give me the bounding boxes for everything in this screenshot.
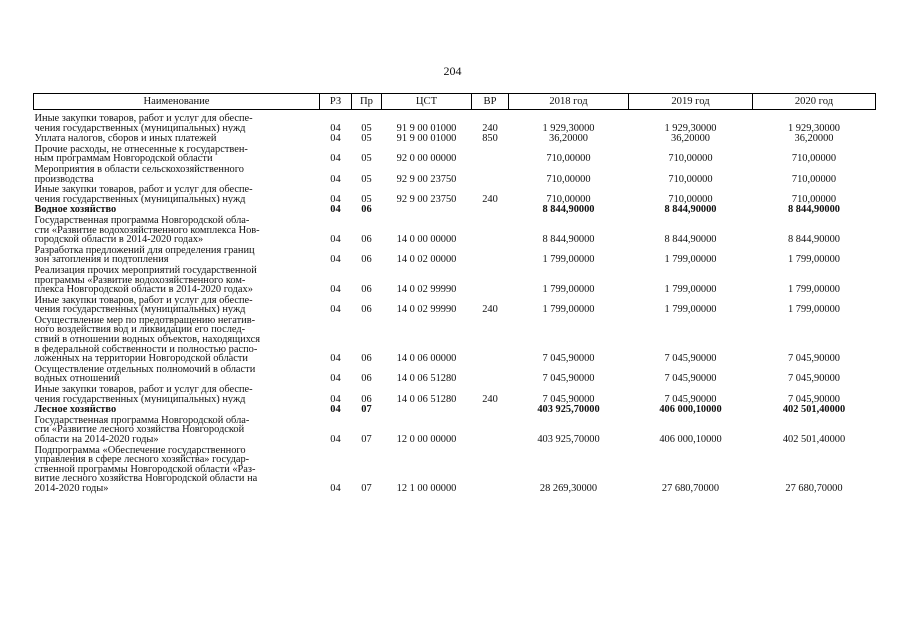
table-row [34, 215, 876, 245]
cell-y2019: 710,00000 [668, 153, 713, 164]
cell-y2019: 1 799,00000 [664, 254, 717, 265]
cell-y2020: 8 844,90000 [788, 234, 840, 245]
cell-cst: 14 0 02 99990 [396, 304, 457, 315]
cell-vr [472, 445, 509, 494]
cell-vr [472, 364, 509, 384]
cell-name: Осуществление отдельных полномочий в области водных отношений [34, 363, 256, 385]
header-name: Наименование [34, 94, 320, 110]
cell-y2020: 1 929,30000 [788, 122, 840, 134]
cell-pr: 05 [361, 173, 372, 185]
table-row [34, 445, 876, 494]
cell-vr: 850 [482, 133, 498, 144]
cell-y2018: 1 799,00000 [542, 254, 595, 265]
table-row [34, 184, 876, 204]
cell-vr [472, 204, 509, 215]
cell-y2019: 27 680,70000 [661, 482, 720, 494]
cell-name: Разработка предложений для определения границ зон затопления и подтопления [34, 244, 255, 265]
cell-vr: 240 [482, 304, 498, 315]
cell-pr: 05 [361, 153, 372, 164]
cell-cst: 91 9 00 01000 [396, 133, 457, 144]
budget-table [33, 93, 876, 494]
cell-pr: 06 [361, 254, 372, 265]
cell-vr [472, 265, 509, 295]
cell-y2018: 1 799,00000 [542, 284, 595, 295]
table-row [34, 204, 876, 215]
header-rz: РЗ [320, 94, 352, 110]
cell-name: Подпрограмма «Обеспечение государственного управления в сфере лесного хозяйства» государ- ственной программы Новгородской области «Раз- витие лесного хозяйства Новгородской области на 2014-2020 годы» [34, 444, 258, 494]
cell-y2019: 7 045,90000 [664, 393, 717, 405]
table-row [34, 245, 876, 265]
cell-pr: 05 [361, 193, 372, 205]
cell-y2020: 710,00000 [791, 173, 837, 185]
cell-rz: 04 [330, 304, 341, 315]
cell-vr [472, 245, 509, 265]
cell-name: Мероприятия в области сельскохозяйственного производства [34, 163, 244, 185]
table-row [34, 315, 876, 364]
cell-y2020: 1 799,00000 [788, 304, 840, 315]
cell-pr: 06 [361, 304, 372, 315]
cell-name: Иные закупки товаров, работ и услуг для обеспе- чения государственных (муниципальных) нужд [34, 294, 253, 315]
cell-y2020: 27 680,70000 [785, 482, 843, 494]
cell-pr: 05 [361, 122, 372, 134]
cell-vr [472, 164, 509, 184]
cell-cst: 14 0 06 51280 [396, 373, 457, 385]
cell-name: Иные закупки товаров, работ и услуг для обеспе- чения государственных (муниципальных) нужд [34, 113, 253, 134]
cell-cst: 14 0 00 00000 [396, 234, 457, 245]
cell-y2018: 8 844,90000 [542, 234, 595, 245]
cell-y2019: 1 799,00000 [664, 284, 717, 295]
cell-y2020: 7 045,90000 [788, 393, 840, 405]
cell-name: Уплата налогов, сборов и иных платежей [34, 133, 217, 144]
header-vr: ВР [472, 94, 509, 110]
table-row [34, 133, 876, 144]
cell-y2018: 1 799,00000 [542, 304, 595, 315]
cell-cst: 92 9 00 23750 [396, 173, 457, 185]
cell-y2019: 36,20000 [671, 133, 710, 144]
cell-rz: 04 [330, 434, 341, 445]
cell-pr: 06 [361, 373, 372, 385]
cell-y2018: 710,00000 [546, 153, 591, 164]
table-row [34, 404, 876, 415]
cell-y2020: 710,00000 [791, 153, 837, 164]
cell-name: Государственная программа Новгородской обла- сти «Развитие лесного хозяйства Новгородской области на 2014-2020 годы» [34, 414, 250, 445]
cell-y2018: 7 045,90000 [542, 353, 595, 364]
cell-y2018: 7 045,90000 [542, 373, 595, 385]
cell-y2018: 710,00000 [546, 193, 591, 205]
cell-name: Реализация прочих мероприятий государственной программы «Развитие водохозяйственного ком- плекса Новгородской области в 2014-2020 годах» [34, 264, 257, 295]
cell-cst: 91 9 00 01000 [396, 122, 457, 134]
cell-rz: 04 [330, 122, 341, 134]
cell-y2020: 7 045,90000 [788, 353, 840, 364]
cell-y2020: 710,00000 [791, 193, 837, 205]
cell-y2020: 8 844,90000 [788, 204, 840, 215]
cell-y2020: 7 045,90000 [788, 373, 840, 385]
cell-y2018: 403 925,70000 [537, 404, 600, 415]
cell-rz: 04 [330, 284, 341, 295]
header-2020: 2020 год [753, 94, 876, 110]
cell-y2019: 406 000,10000 [659, 404, 722, 415]
cell-vr: 240 [482, 393, 498, 405]
cell-y2018: 8 844,90000 [542, 204, 595, 215]
cell-y2020: 402 501,40000 [782, 404, 846, 415]
cell-vr [472, 215, 509, 245]
table-row [34, 364, 876, 384]
cell-y2019: 710,00000 [668, 193, 713, 205]
cell-rz: 04 [330, 393, 341, 405]
cell-rz: 04 [330, 482, 341, 494]
cell-name: Государственная программа Новгородской обла- сти «Развитие водохозяйственного комплекса Нов- городской области в 2014-2020 годах» [34, 214, 260, 245]
cell-rz: 04 [330, 353, 341, 364]
cell-vr [472, 415, 509, 445]
cell-vr [472, 404, 509, 415]
cell-cst: 12 1 00 00000 [396, 482, 457, 494]
cell-cst [382, 404, 472, 415]
cell-name: Иные закупки товаров, работ и услуг для обеспе- чения государственных (муниципальных) нужд [34, 384, 253, 405]
cell-rz: 04 [330, 373, 341, 385]
cell-rz: 04 [330, 173, 341, 185]
cell-rz: 04 [330, 254, 341, 265]
cell-pr: 07 [361, 434, 372, 445]
cell-cst: 92 0 00 00000 [396, 153, 457, 164]
cell-y2019: 406 000,10000 [659, 434, 722, 445]
cell-cst: 12 0 00 00000 [396, 434, 457, 445]
cell-cst: 14 0 02 00000 [396, 254, 457, 265]
cell-vr: 240 [482, 122, 498, 134]
cell-rz: 04 [330, 153, 341, 164]
table-row [34, 415, 876, 445]
cell-pr: 06 [361, 353, 372, 364]
cell-rz: 04 [330, 404, 341, 415]
cell-rz: 04 [330, 193, 341, 205]
cell-vr [472, 144, 509, 164]
cell-cst: 14 0 02 99990 [396, 284, 457, 295]
cell-name: Осуществление мер по предотвращению негатив- ного воздействия вод и ликвидации его послед- ствий в отношении водных объектов, находящихся в федеральной собственности и полностью распо- ложенных на территории Новгородской области [34, 314, 260, 364]
table-header-row [34, 94, 876, 110]
page-number: 204 [443, 64, 462, 78]
table-body [34, 110, 876, 494]
header-cst: ЦСТ [382, 94, 472, 110]
cell-y2020: 402 501,40000 [782, 434, 846, 445]
cell-y2019: 8 844,90000 [664, 234, 717, 245]
cell-rz: 04 [330, 133, 341, 144]
cell-pr: 07 [361, 482, 372, 494]
cell-rz: 04 [330, 234, 341, 245]
cell-rz: 04 [330, 204, 341, 215]
cell-y2018: 28 269,30000 [539, 482, 598, 494]
cell-y2019: 8 844,90000 [664, 204, 717, 215]
cell-y2019: 7 045,90000 [664, 353, 717, 364]
cell-cst [382, 204, 472, 215]
header-pr: Пр [352, 94, 382, 110]
table-row [34, 164, 876, 184]
cell-vr [472, 315, 509, 364]
cell-y2019: 1 929,30000 [664, 122, 717, 134]
cell-pr: 06 [361, 234, 372, 245]
cell-pr: 06 [361, 284, 372, 295]
cell-y2018: 1 929,30000 [542, 122, 595, 134]
cell-y2019: 710,00000 [668, 173, 713, 185]
table-row [34, 110, 876, 134]
cell-pr: 06 [361, 393, 372, 405]
cell-cst: 92 9 00 23750 [396, 193, 457, 205]
cell-vr: 240 [482, 193, 498, 205]
cell-y2018: 710,00000 [546, 173, 591, 185]
table-row [34, 144, 876, 164]
cell-pr: 06 [361, 204, 372, 215]
cell-y2020: 36,20000 [794, 133, 834, 144]
cell-pr: 07 [361, 404, 372, 415]
cell-y2020: 1 799,00000 [788, 254, 840, 265]
cell-y2018: 36,20000 [549, 133, 588, 144]
cell-pr: 05 [361, 133, 372, 144]
cell-name: Прочие расходы, не отнесенные к государствен- ным программам Новгородской области [34, 143, 248, 164]
table-row [34, 265, 876, 295]
cell-name: Иные закупки товаров, работ и услуг для обеспе- чения государственных (муниципальных) нужд [34, 184, 253, 205]
cell-name: Лесное хозяйство [34, 404, 117, 415]
cell-name: Водное хозяйство [34, 204, 117, 215]
cell-cst: 14 0 06 00000 [396, 353, 457, 364]
table-row [34, 295, 876, 315]
cell-y2020: 1 799,00000 [788, 284, 840, 295]
cell-y2018: 7 045,90000 [542, 393, 595, 405]
header-2018: 2018 год [509, 94, 629, 110]
cell-y2018: 403 925,70000 [537, 434, 600, 445]
header-2019: 2019 год [629, 94, 753, 110]
cell-cst: 14 0 06 51280 [396, 393, 457, 405]
table-row [34, 384, 876, 404]
cell-y2019: 1 799,00000 [664, 304, 717, 315]
cell-y2019: 7 045,90000 [664, 373, 717, 385]
